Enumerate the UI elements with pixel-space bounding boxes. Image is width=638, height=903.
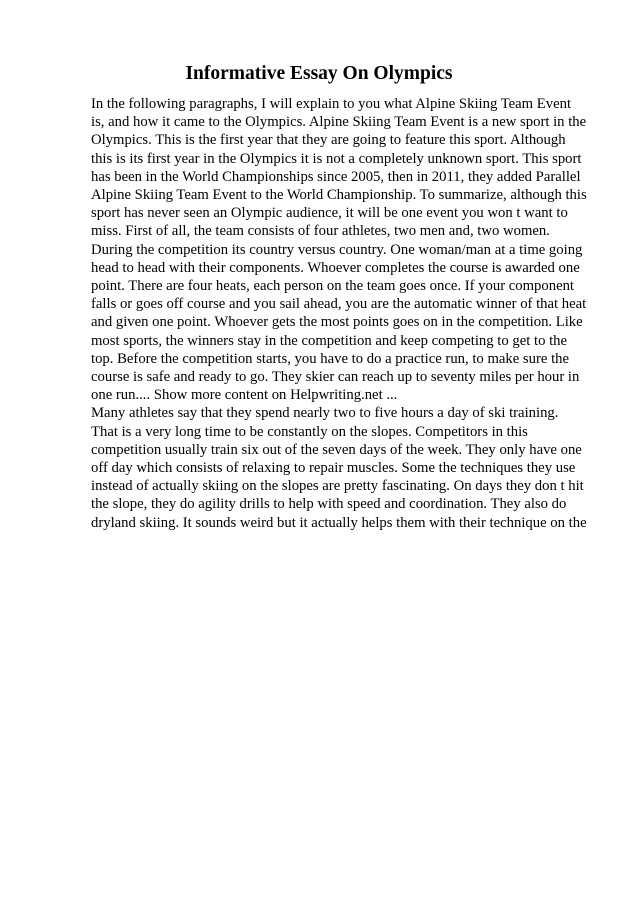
- text-line: Olympics. This is the first year that they are going to feature this sport. Although: [91, 132, 566, 149]
- text-line: this is its first year in the Olympics it is not a completely unknown sport. This sport: [91, 150, 582, 167]
- text-line: has been in the World Championships since 2005, then in 2011, they added Parallel: [91, 168, 581, 185]
- document-body: [91, 95, 591, 532]
- text-line: and given one point. Whoever gets the most points goes on in the competition. Like: [91, 314, 583, 331]
- text-line: competition usually train six out of the seven days of the week. They only have one: [91, 441, 582, 458]
- document-title: Informative Essay On Olympics: [185, 63, 453, 84]
- text-line: Many athletes say that they spend nearly two to five hours a day of ski training.: [91, 405, 559, 422]
- text-line: course is safe and ready to go. They skier can reach up to seventy miles per hour in: [91, 369, 580, 386]
- text-line: miss. First of all, the team consists of four athletes, two men and, two women.: [91, 223, 550, 240]
- text-line: In the following paragraphs, I will explain to you what Alpine Skiing Team Event: [91, 96, 572, 112]
- text-line: That is a very long time to be constantly on the slopes. Competitors in this: [91, 423, 528, 440]
- text-line: sport has never seen an Olympic audience, it will be one event you won t want to: [91, 205, 568, 222]
- text-line: one run.... Show more content on Helpwriting.net ...: [91, 387, 398, 404]
- text-line: Alpine Skiing Team Event to the World Championship. To summarize, although this: [91, 187, 587, 204]
- text-line: instead of actually skiing on the slopes are pretty fascinating. On days they don t hit: [91, 478, 584, 495]
- text-line: falls or goes off course and you sail ahead, you are the automatic winner of that heat: [91, 296, 587, 313]
- text-line: During the competition its country versus country. One woman/man at a time going: [91, 241, 583, 258]
- text-line: most sports, the winners stay in the competition and keep competing to get to the: [91, 332, 568, 349]
- text-line: top. Before the competition starts, you have to do a practice run, to make sure the: [91, 350, 570, 367]
- text-line: head to head with their components. Whoever completes the course is awarded one: [91, 259, 580, 276]
- text-line: the slope, they do agility drills to help with speed and coordination. They also do: [91, 496, 567, 513]
- text-line: off day which consists of relaxing to repair muscles. Some the techniques they use: [91, 460, 576, 477]
- text-line: is, and how it came to the Olympics. Alpine Skiing Team Event is a new sport in the: [91, 114, 587, 131]
- text-line: dryland skiing. It sounds weird but it actually helps them with their technique on the: [91, 514, 587, 531]
- text-line: point. There are four heats, each person on the team goes once. If your component: [91, 278, 575, 295]
